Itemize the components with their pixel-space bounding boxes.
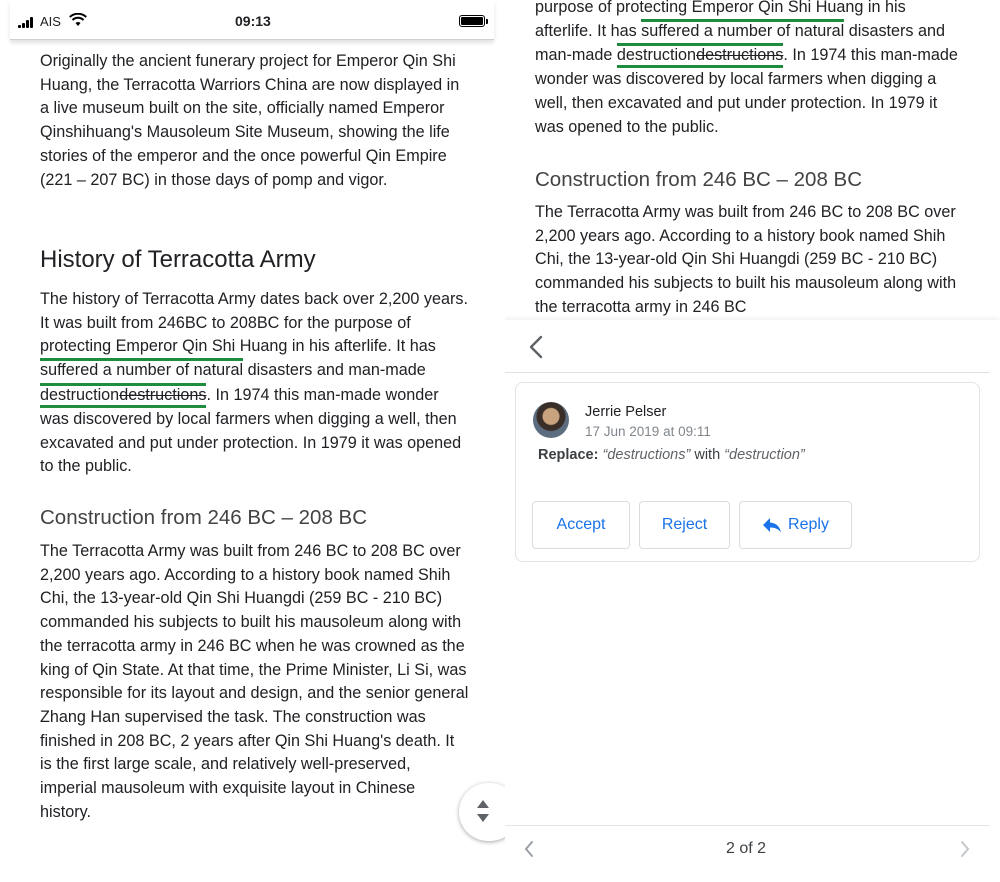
- reject-button[interactable]: Reject: [639, 501, 730, 549]
- right-phone-screen: [505, 0, 1000, 882]
- wifi-icon: [69, 13, 87, 27]
- reply-label: Reply: [788, 516, 829, 533]
- reply-button[interactable]: [739, 501, 852, 549]
- scroll-down-icon: [477, 814, 489, 822]
- inserted-text[interactable]: suffered a number of natural: [641, 19, 844, 40]
- next-suggestion-icon[interactable]: [959, 840, 971, 858]
- intro-paragraph: Originally the ancient funerary project for Emperor Qin Shi Huang, the Terracotta Warriors China are now displayed in a live museum built on the site, officially named Emperor Qinshihuang's Mausoleum Site Museum, showing the life stories of the emperor and the once powerful Qin Empire (221 – 207 BC) in those days of pomp and vigor.: [40, 52, 460, 189]
- scroll-updown-button[interactable]: [459, 783, 505, 841]
- author-name: Jerrie Pelser: [585, 404, 667, 420]
- status-time: 09:13: [235, 13, 271, 29]
- back-button[interactable]: [525, 334, 549, 360]
- suggestion-highlight-active[interactable]: destructiondestructions: [617, 43, 783, 68]
- history-heading: History of Terracotta Army: [40, 246, 316, 273]
- chevron-left-icon: [525, 334, 549, 360]
- suggested-insertion: destruction: [40, 385, 120, 404]
- accept-button[interactable]: Accept: [532, 501, 630, 549]
- pager-count: 2 of 2: [726, 840, 767, 857]
- suggestion-timestamp: 17 Jun 2019 at 09:11: [585, 424, 711, 439]
- construction-heading: Construction from 246 BC – 208 BC: [40, 506, 368, 529]
- history-paragraph: The history of Terracotta Army dates back over 2,200 years. It was built from 246BC to 208BC for the purpose of protecting Emperor Qin Shi Huang in his afterlife. It has suffered a number of natural disasters and man-made destructiondestructions. In 1974 this man-made wonder was discovered by local farmers when digging a well, then excavated and put under protection. In 1979 it was opened to the public.: [40, 290, 468, 476]
- divider: [505, 372, 990, 373]
- construction-heading: Construction from 246 BC – 208 BC: [535, 168, 863, 191]
- suggestion-description: Replace: “destructions” with “destruction”: [538, 447, 805, 463]
- suggestion-highlight[interactable]: [40, 383, 206, 408]
- signal-strength-icon: [18, 17, 38, 28]
- suggested-deletion: destructions: [119, 385, 207, 404]
- status-bar: [10, 0, 494, 40]
- reply-arrow-icon: [762, 517, 782, 533]
- footer-divider: [505, 825, 990, 826]
- inserted-text[interactable]: suffered a number of natural: [40, 358, 243, 379]
- scroll-up-icon: [477, 800, 489, 808]
- battery-icon: [459, 15, 485, 27]
- suggestion-card: [515, 382, 980, 562]
- suggestion-panel: [505, 320, 1000, 882]
- previous-suggestion-icon[interactable]: [523, 840, 535, 858]
- avatar: [533, 402, 569, 438]
- construction-paragraph: The Terracotta Army was built from 246 BC to 208 BC over 2,200 years ago. According to a history book named Shih Chi, the 13-year-old Qin Shi Huangdi (259 BC - 210 BC) commanded his subjects to built his mausoleum along with the terracotta army in 246 BC when he was crowned as the king of Qin State. At that time, the Prime Minister, Li Si, was responsible for its layout and design, and the senior general Zhang Han supervised the task. The construction was finished in 208 BC, 2 years after Qin Shi Huang's death. It is the first large scale, and relatively well-preserved, imperial mausoleum with exquisite layout in Chinese history.: [40, 542, 469, 821]
- construction-paragraph: The Terracotta Army was built from 246 BC to 208 BC over 2,200 years ago. According to a history book named Shih Chi, the 13-year-old Qin Shi Huangdi (259 BC - 210 BC) commanded his subjects to built his mausoleum along with the terracotta army in 246 BC: [535, 203, 957, 316]
- history-paragraph-continued: purpose of protecting Emperor Qin Shi Huang in his afterlife. It has suffered a number of natural disasters and man-made destructiondestructions. In 1974 this man-made wonder was discovered by local farmers when digging a well, then excavated and put under protection. In 1979 it was opened to the public.: [535, 0, 958, 136]
- carrier-name: AIS: [40, 14, 61, 29]
